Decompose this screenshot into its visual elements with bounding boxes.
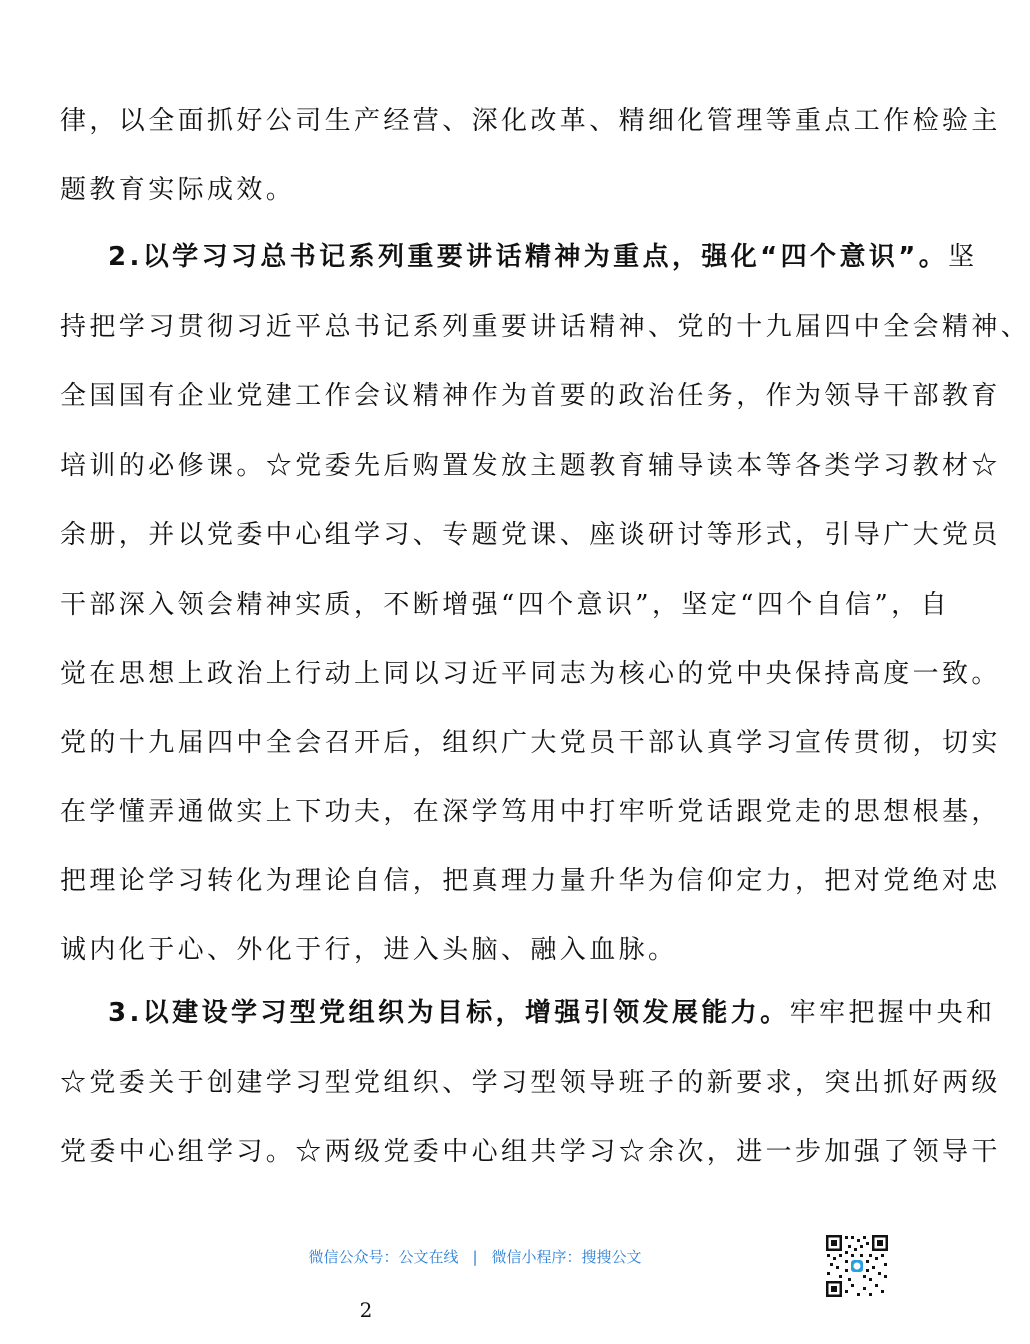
text-line: ☆党委关于创建学习型党组织、学习型领导班子的新要求，突出抓好两级 bbox=[60, 1068, 1001, 1098]
wechat-account-link[interactable]: 微信公众号：公文在线 bbox=[308, 1248, 459, 1266]
text-line: 干部深入领会精神实质，不断增强“四个意识”，坚定“四个自信”，自 bbox=[60, 590, 950, 620]
text-line: 觉在思想上政治上行动上同以习近平同志为核心的党中央保持高度一致。 bbox=[60, 659, 1001, 689]
paragraph-lead-line bbox=[108, 240, 978, 274]
footer-separator: | bbox=[472, 1248, 478, 1266]
text-line: 余册，并以党委中心组学习、专题党课、座谈研讨等形式，引导广大党员 bbox=[60, 520, 1001, 550]
text-line: 党的十九届四中全会召开后，组织广大党员干部认真学习宣传贯彻，切实 bbox=[60, 728, 1001, 758]
text-line: 全国国有企业党建工作会议精神作为首要的政治任务，作为领导干部教育 bbox=[60, 381, 1001, 411]
page-number: 2 bbox=[359, 1298, 373, 1322]
paragraph-heading: 2.以学习习总书记系列重要讲话精神为重点，强化“四个意识”。 bbox=[108, 242, 949, 272]
text-line: 持把学习贯彻习近平总书记系列重要讲话精神、党的十九届四中全会精神、 bbox=[60, 312, 1030, 342]
text-line: 把理论学习转化为理论自信，把真理力量升华为信仰定力，把对党绝对忠 bbox=[60, 866, 1001, 896]
text-line: 律，以全面抓好公司生产经营、深化改革、精细化管理等重点工作检验主 bbox=[60, 106, 1001, 136]
text-line: 诚内化于心、外化于行，进入头脑、融入血脉。 bbox=[60, 935, 678, 965]
paragraph-heading: 3.以建设学习型党组织为目标，增强引领发展能力。 bbox=[108, 998, 790, 1028]
text-line: 在学懂弄通做实上下功夫，在深学笃用中打牢听党话跟党走的思想根基， bbox=[60, 797, 1001, 827]
footer-promo bbox=[0, 1246, 950, 1267]
text-line: 党委中心组学习。☆两级党委中心组共学习☆余次，进一步加强了领导干 bbox=[60, 1137, 1001, 1167]
paragraph-lead-line bbox=[108, 996, 995, 1030]
text-line: 题教育实际成效。 bbox=[60, 175, 296, 205]
mini-program-link[interactable]: 微信小程序：搜搜公文 bbox=[491, 1248, 642, 1266]
text-fragment: 坚 bbox=[948, 242, 978, 272]
text-line: 培训的必修课。☆党委先后购置发放主题教育辅导读本等各类学习教材☆ bbox=[60, 451, 1001, 481]
text-fragment: 牢牢把握中央和 bbox=[789, 998, 996, 1028]
qr-code-icon bbox=[825, 1234, 889, 1298]
